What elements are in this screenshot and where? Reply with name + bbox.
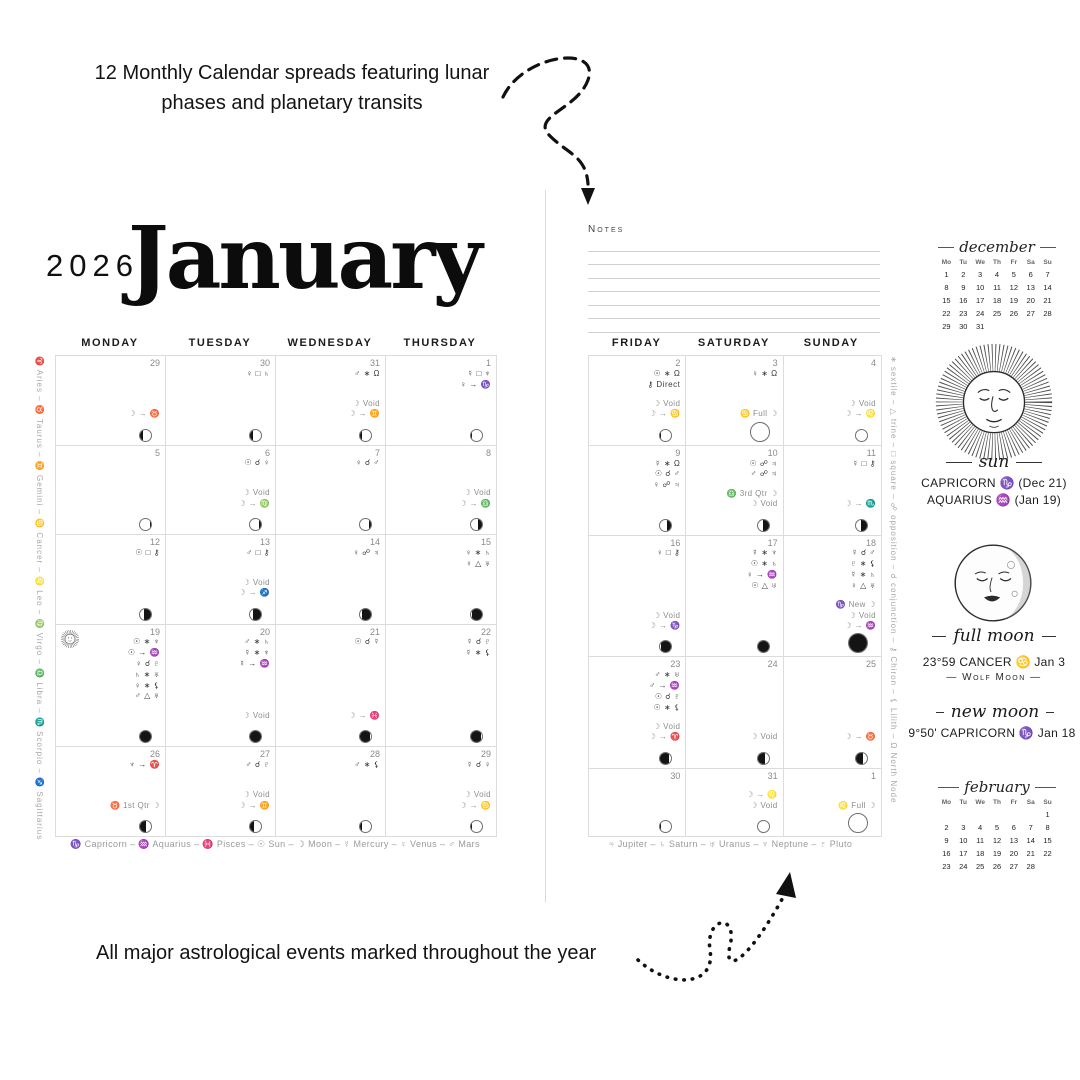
notes-rule [588,265,880,279]
moon-events: ♉ 1st Qtr ☽ [110,800,160,810]
calendar-day-cell [589,446,686,536]
mini-calendar-title: december [938,238,1056,256]
day-number: 1 [485,358,491,368]
calendar-day-cell [276,446,386,536]
mini-calendar-february [938,778,1056,871]
transit-aspects: ☉ ☌ ☿ [354,637,380,647]
calendar-day-cell [784,536,881,658]
calendar-day-cell [166,446,276,536]
calendar-day-cell [386,747,496,836]
moon-phase-icon [855,519,868,532]
moon-phase-icon [757,640,770,653]
header-wednesday: WEDNESDAY [287,337,373,349]
top-caption: 12 Monthly Calendar spreads featuring lunar phases and planetary transits [94,62,490,114]
moon-phase-icon [848,813,868,833]
moon-phase-icon [659,752,672,765]
moon-events: ☽ Void ☽ → ♋ [648,399,681,419]
day-number: 26 [149,749,160,760]
calendar-day-cell [56,535,166,625]
calendar-day-cell [386,535,496,625]
moon-phase-icon [249,518,262,531]
transit-aspects: ☉ ☍ ♃ ♂ ☍ ♃ [749,458,778,479]
moon-phase-icon [249,730,262,743]
moon-events: ♋ Full ☽ [739,409,778,419]
new-moon-detail: 9°50' CAPRICORN ♑ Jan 18 [908,726,1076,740]
transit-aspects: ☿ ☌ ♀ [466,760,491,770]
moon-events: ♎ 3rd Qtr ☽ ☽ Void [726,488,778,509]
notes-label: Notes [588,224,625,235]
calendar-day-cell [56,747,166,836]
moon-phase-icon [470,429,483,442]
day-number: 14 [369,537,380,548]
calendar-day-cell [56,356,166,446]
calendar-day-cell [784,446,881,536]
calendar-day-cell [166,356,276,446]
transit-aspects: ☉ ☌ ♀ [244,458,270,468]
moon-phase-icon [359,429,372,442]
moon-phase-icon [855,752,868,765]
moon-phase-icon [249,820,262,833]
moon-phase-icon [359,518,372,531]
sun-aquarius-line: AQUARIUS ♒ (Jan 19) [926,493,1061,507]
moon-phase-icon [470,518,483,531]
dashed-arrow-down-icon [498,42,638,222]
calendar-day-cell [56,625,166,748]
header-tuesday: TUESDAY [188,337,252,349]
notes-rule [588,306,880,320]
transit-aspects: ☿ □ ⚷ [852,458,876,468]
calendar-day-cell [166,747,276,836]
transit-aspects: ☿ ☌ ♇ ☿ ∗ ⚸ [465,637,491,658]
transit-aspects: ♆ → ♈ [129,760,160,770]
calendar-day-cell [686,356,783,446]
transit-aspects: ♀ ∗ ♄ ♀ △ ♅ [465,547,491,568]
moon-phase-icon [750,422,770,442]
transit-aspects: ♂ ∗ ⚸ [354,760,380,770]
year-label: 2026 [46,248,139,283]
moon-events: ☽ Void ☽ → ♋ [459,790,491,810]
day-number: 12 [149,537,160,548]
day-number: 2 [675,358,681,368]
calendar-day-cell [686,769,783,836]
notes-rule [588,319,880,333]
sun-capricorn-line: CAPRICORN ♑ (Dec 21) [921,476,1067,490]
calendar-day-cell [784,769,881,836]
full-moon-script-label: full moon [932,626,1056,646]
wolf-moon-label: — Wolf Moon — [946,672,1042,683]
moon-phase-icon [757,752,770,765]
moon-events: ☽ Void [242,711,270,721]
day-number: 23 [670,659,681,670]
transit-aspects: ☿ ☌ ♂ ♇ ∗ ⚸ ☿ ∗ ♄ ♀ △ ♅ [850,548,876,590]
day-number: 1 [870,770,876,781]
notes-rule [588,252,880,266]
moon-events: ☽ Void ☽ → ♊ [238,790,270,810]
moon-phase-icon [139,429,152,442]
calendar-day-cell [386,446,496,536]
transit-aspects: ♂ □ ⚷ [246,547,270,557]
day-number: 29 [480,749,491,760]
zodiac-strip: ♈ Aries – ♉ Taurus – ♊ Gemini – ♋ Cancer – ♌ Leo – ♍ Virgo – ♎ Libra – ♏ Scorpio – ♐ Sagittarius [35,356,44,841]
calendar-day-cell [686,657,783,768]
right-calendar-grid [588,355,882,837]
moon-events: ☽ Void ☽ → ♈ [648,722,681,742]
aspect-strip: ∗ sextile – △ trine – □ square – ☍ opposition – ☌ conjunction – ⚷ Chiron – ⚸ Lilith – Ω North Node [889,356,898,804]
moon-events: ☽ → ♌ ☽ Void [746,790,778,810]
transit-aspects: ☿ ∗ ♆ ☉ ∗ ♄ ♀ → ♒ ☉ △ ♅ [746,548,778,590]
header-thursday: THURSDAY [403,337,477,349]
right-day-headers [588,337,880,349]
day-number: 31 [767,770,778,781]
right-planet-legend: ♃ Jupiter – ♄ Saturn – ♅ Uranus – ♆ Neptune – ♇ Pluto [607,839,853,849]
calendar-day-cell [589,536,686,658]
moon-events: ☽ Void ☽ → ♍ [238,488,270,508]
transit-aspects: ♀ ☌ ♂ [355,458,380,468]
moon-events: ☽ → ♉ [128,409,160,419]
mini-calendar-december [938,238,1056,331]
moon-events: ☽ → ♓ [348,711,380,721]
moon-phase-icon [470,820,483,833]
day-number: 29 [149,358,160,368]
full-moon-detail: 23°59 CANCER ♋ Jan 3 [922,655,1066,669]
calendar-day-cell [276,356,386,446]
day-number: 25 [865,659,876,670]
transit-aspects: ☉ ∗ Ω ⚷ Direct [647,368,681,389]
moon-events: ☽ Void ☽ → ♌ [844,399,876,419]
transit-aspects: ♂ ∗ ♄ ☿ ∗ ♆ ☿ → ♒ [239,637,270,669]
day-number: 20 [259,626,270,637]
calendar-day-cell [686,446,783,536]
calendar-day-cell [166,625,276,748]
header-saturday: SATURDAY [697,337,770,349]
day-number: 27 [259,749,270,760]
notes-rule [588,238,880,252]
mini-calendar-title: february [938,778,1056,796]
moon-phase-icon [139,730,152,743]
calendar-day-cell [589,657,686,768]
moon-phase-icon [659,640,672,653]
calendar-day-cell [784,657,881,768]
calendar-day-cell [276,625,386,748]
left-day-headers [55,337,495,349]
day-number: 24 [767,659,778,670]
transit-aspects: ☉ ∗ ♆ ☉ → ♒ ♀ ☌ ♇ ♄ ∗ ♅ ♀ ∗ ⚸ ♂ △ ♅ [127,637,160,701]
notes-rule [588,279,880,293]
calendar-day-cell [589,356,686,446]
transit-aspects: ♀ ☍ ♃ [352,547,380,557]
notes-lines [588,238,880,333]
moon-phase-icon [139,608,152,621]
moon-events: ♑ New ☽ ☽ Void ☽ → ♒ [835,600,876,630]
moon-events: ☽ Void ☽ → ♊ [348,398,380,419]
calendar-day-cell [589,769,686,836]
header-sunday: SUNDAY [803,337,859,349]
header-friday: FRIDAY [611,337,662,349]
transit-aspects: ♂ ☌ ♇ [245,760,270,770]
calendar-day-cell [276,535,386,625]
sun-script-label: sun [946,452,1042,472]
calendar-day-cell [276,747,386,836]
sun-marker-icon [59,628,81,650]
moon-phase-icon [757,519,770,532]
moon-phase-icon [470,730,483,743]
transit-aspects: ♂ ∗ ♅ ♂ → ♒ ☉ ☌ ♇ ☉ ∗ ⚸ [649,670,681,712]
moon-phase-icon [659,429,672,442]
moon-phase-icon [659,519,672,532]
day-number: 19 [149,626,160,637]
moon-events: ☽ Void ☽ → ♐ [238,577,270,598]
moon-phase-icon [359,730,372,743]
moon-phase-icon [470,608,483,621]
day-number: 17 [767,537,778,548]
transit-aspects: ☿ ∗ Ω ☉ ☌ ♂ ♀ ☍ ♃ [653,458,681,490]
day-number: 10 [767,447,778,458]
day-number: 15 [480,537,491,548]
day-number: 9 [675,447,681,458]
moon-phase-icon [359,608,372,621]
day-number: 30 [670,770,681,781]
day-number: 11 [866,447,876,458]
left-planet-legend: ♑ Capricorn – ♒ Aquarius – ♓ Pisces – ☉ Sun – ☽ Moon – ☿ Mercury – ♀ Venus – ♂ Mars [70,839,480,849]
day-number: 5 [154,447,160,458]
new-moon-script-label: new moon [936,702,1054,722]
day-number: 22 [480,626,491,637]
day-number: 8 [485,447,491,458]
transit-aspects: ♀ ∗ Ω [752,368,778,378]
mini-calendar-grid: Mo Tu We Th Fr Sa Su 1 2 3 4 5 6 7 8 9 10 11 12 13 14 15 16 17 18 19 20 21 22 23 24 25 26 27 28 29 30 31 [941,259,1052,331]
notes-rule [588,292,880,306]
moon-phase-icon [848,633,868,653]
moon-events: ☽ Void [750,732,778,742]
month-title: January [128,208,480,309]
page-divider [545,190,546,902]
moon-illustration [946,538,1040,628]
transit-aspects: ♀ □ ⚷ [656,548,681,558]
day-number: 4 [870,358,876,368]
transit-aspects: ☉ □ ⚷ [135,547,160,557]
calendar-day-cell [166,535,276,625]
calendar-day-cell [56,446,166,536]
header-monday: MONDAY [81,337,139,349]
day-number: 31 [369,358,380,368]
moon-phase-icon [855,429,868,442]
moon-phase-icon [359,820,372,833]
day-number: 7 [374,447,380,458]
moon-events: ☽ Void ☽ → ♎ [459,488,491,508]
sun-illustration [930,342,1058,466]
day-number: 3 [772,358,778,368]
day-number: 30 [259,358,270,368]
moon-phase-icon [249,608,262,621]
bottom-caption: All major astrological events marked throughout the year [96,942,597,964]
dotted-arrow-up-icon [628,862,813,992]
moon-phase-icon [139,518,152,531]
left-calendar-grid [55,355,497,837]
calendar-day-cell [386,625,496,748]
day-number: 6 [264,447,270,458]
moon-phase-icon [659,820,672,833]
transit-aspects: ♂ ∗ Ω [354,368,380,378]
calendar-day-cell [686,536,783,658]
day-number: 28 [369,749,380,760]
day-number: 21 [369,626,380,637]
transit-aspects: ☿ □ ♆ ♀ → ♑ [460,368,491,389]
day-number: 16 [670,537,681,548]
moon-phase-icon [757,820,770,833]
mini-calendar-grid: Mo Tu We Th Fr Sa Su 1 2 3 4 5 6 7 8 9 10 11 12 13 14 15 16 17 18 19 20 21 22 23 24 25 26 27 28 [941,799,1052,871]
moon-events: ☽ → ♏ [844,499,876,509]
calendar-day-cell [386,356,496,446]
moon-events: ♌ Full ☽ [838,800,876,810]
day-number: 18 [865,537,876,548]
moon-phase-icon [249,429,262,442]
moon-events: ☽ Void ☽ → ♑ [648,610,681,630]
calendar-day-cell [784,356,881,446]
day-number: 13 [259,537,270,548]
moon-phase-icon [139,820,152,833]
transit-aspects: ♀ □ ♄ [246,368,270,378]
moon-events: ☽ → ♉ [844,732,876,742]
